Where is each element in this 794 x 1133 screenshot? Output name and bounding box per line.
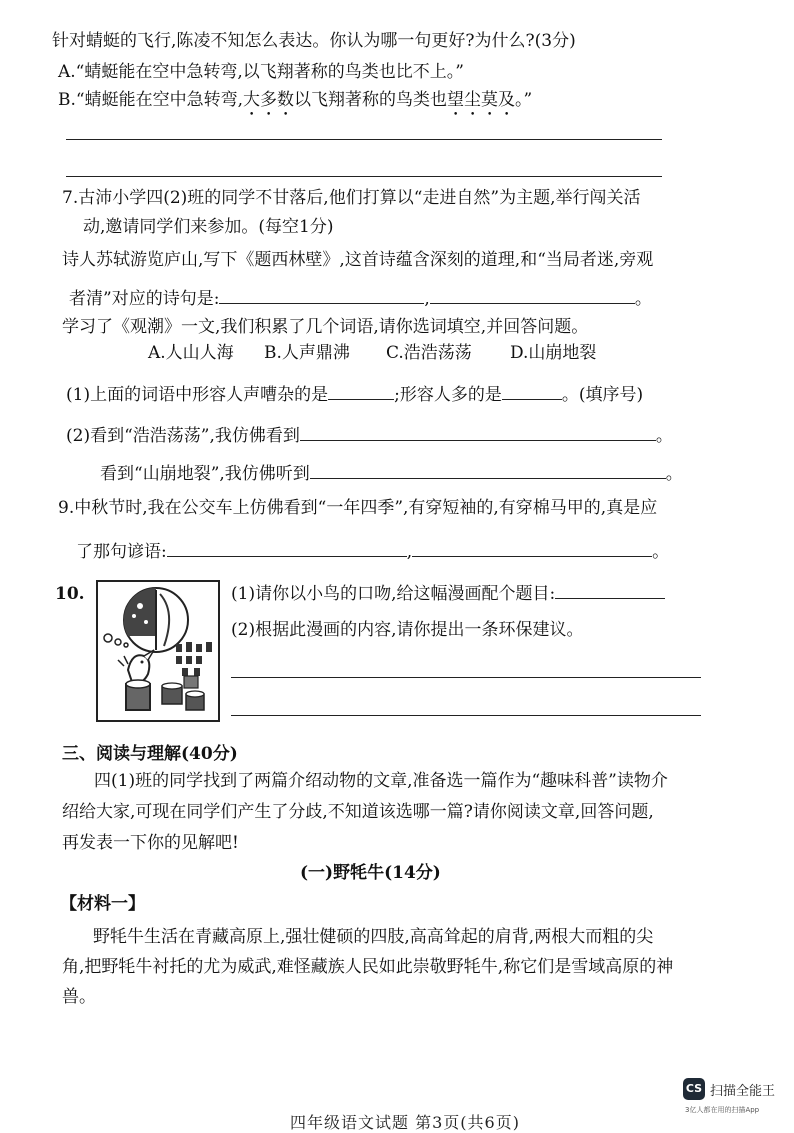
q8-sub1-pre: (1)上面的词语中形容人声嘈杂的是 — [66, 385, 329, 405]
section-3-intro-1: 四(1)班的同学找到了两篇介绍动物的文章,准备选一篇作为“趣味科普”读物介 — [94, 771, 668, 791]
q8-option-a: A.人山人海 — [148, 343, 234, 363]
q6-option-b-post: 。” — [515, 90, 533, 110]
q9-blank-1[interactable] — [167, 539, 407, 557]
camscanner-tagline: 3亿人都在用的扫描App — [685, 1106, 760, 1114]
camscanner-logo-icon: CS — [683, 1078, 705, 1100]
q9-sep: , — [406, 542, 413, 562]
q8-sub2 — [66, 423, 673, 447]
q7-1-prompt: 者清”对应的诗句是: — [69, 289, 220, 309]
q7-1-blank-1[interactable] — [219, 286, 424, 304]
q8-sub1-blank-2[interactable] — [502, 382, 562, 400]
q8-stem: 学习了《观潮》一文,我们积累了几个词语,请你选词填空,并回答问题。 — [62, 317, 589, 337]
reading-1-title: (一)野牦牛(14分) — [300, 863, 441, 883]
q8-option-c: C.浩浩荡荡 — [386, 343, 472, 363]
q6-option-a: A.“蜻蜓能在空中急转弯,以飞翔著称的鸟类也比不上。” — [58, 62, 464, 82]
q7-1-sep: , — [424, 289, 430, 309]
section-3-title: 三、阅读与理解(40分) — [62, 744, 238, 764]
q8-option-d: D.山崩地裂 — [510, 343, 597, 363]
q7-1-blank-2[interactable] — [430, 286, 635, 304]
q9-end: 。 — [652, 542, 670, 562]
q8-sub3-pre: 看到“山崩地裂”,我仿佛听到 — [100, 464, 310, 484]
section-3-intro-3: 再发表一下你的见解吧! — [62, 833, 239, 853]
q8-options — [148, 342, 596, 364]
q8-sub3-post: 。 — [665, 464, 683, 484]
q7-1-end: 。 — [634, 289, 652, 309]
q10-title-blank[interactable] — [555, 581, 665, 599]
q7-line-1: 7.古沛小学四(2)班的同学不甘落后,他们打算以“走进自然”为主题,举行闯关活 — [62, 188, 641, 208]
q8-sub1-post: 。(填序号) — [561, 385, 644, 405]
q6-option-b-emph1: 大多数 — [243, 90, 294, 110]
q6-answer-line-1[interactable] — [66, 139, 662, 140]
q8-sub3 — [100, 461, 683, 485]
q8-sub1-blank-1[interactable] — [328, 382, 394, 400]
camscanner-name: 扫描全能王 — [710, 1084, 776, 1099]
cartoon-image — [96, 580, 220, 722]
q10-answer-line-1[interactable] — [231, 677, 701, 678]
q6-option-b — [58, 89, 532, 120]
reading-1-para-1: 野牦牛生活在青藏高原上,强壮健硕的四肢,高高耸起的肩背,两根大而粗的尖 — [93, 927, 654, 947]
camscanner-watermark — [683, 1078, 793, 1118]
q8-sub1 — [66, 382, 643, 406]
q10-sub1-text: (1)请你以小鸟的口吻,给这幅漫画配个题目: — [231, 584, 556, 604]
page-footer: 四年级语文试题 第3页(共6页) — [290, 1113, 520, 1132]
q6-option-b-pre: B.“蜻蜓能在空中急转弯, — [58, 90, 243, 110]
q10-sub1 — [231, 581, 665, 605]
q7-line-2: 动,邀请同学们来参加。(每空1分) — [83, 217, 334, 237]
q8-sub1-mid: ;形容人多的是 — [394, 385, 502, 405]
q10-answer-line-2[interactable] — [231, 715, 701, 716]
q9-line-2 — [76, 539, 669, 563]
q6-option-b-emph2: 望尘莫及 — [447, 90, 515, 110]
q6-answer-line-2[interactable] — [66, 176, 662, 177]
q10-number: 10. — [55, 584, 85, 604]
q8-option-b: B.人声鼎沸 — [264, 343, 350, 363]
q6-stem: 针对蜻蜓的飞行,陈凌不知怎么表达。你认为哪一句更好?为什么?(3分) — [52, 31, 576, 51]
q9-blank-2[interactable] — [412, 539, 652, 557]
section-3-intro-2: 绍给大家,可现在同学们产生了分歧,不知道该选哪一篇?请你阅读文章,回答问题, — [62, 802, 654, 822]
reading-1-para-3: 兽。 — [62, 987, 96, 1007]
q6-option-b-mid: 以飞翔著称的鸟类也 — [294, 90, 447, 110]
cartoon-drawing — [98, 582, 218, 720]
q9-line-1: 9.中秋节时,我在公交车上仿佛看到“一年四季”,有穿短袖的,有穿棉马甲的,真是应 — [58, 498, 658, 518]
reading-1-material-label: 【材料一】 — [60, 894, 145, 914]
q7-1-line-2 — [69, 286, 652, 310]
q8-sub2-pre: (2)看到“浩浩荡荡”,我仿佛看到 — [66, 426, 300, 446]
q10-sub2: (2)根据此漫画的内容,请你提出一条环保建议。 — [231, 620, 584, 640]
q8-sub3-blank[interactable] — [310, 461, 666, 479]
q9-prompt: 了那句谚语: — [76, 542, 167, 562]
q7-1-line-1: 诗人苏轼游览庐山,写下《题西林壁》,这首诗蕴含深刻的道理,和“当局者迷,旁观 — [62, 250, 654, 270]
reading-1-para-2: 角,把野牦牛衬托的尤为威武,难怪藏族人民如此崇敬野牦牛,称它们是雪域高原的神 — [62, 957, 674, 977]
q8-sub2-post: 。 — [655, 426, 673, 446]
q8-sub2-blank[interactable] — [300, 423, 656, 441]
